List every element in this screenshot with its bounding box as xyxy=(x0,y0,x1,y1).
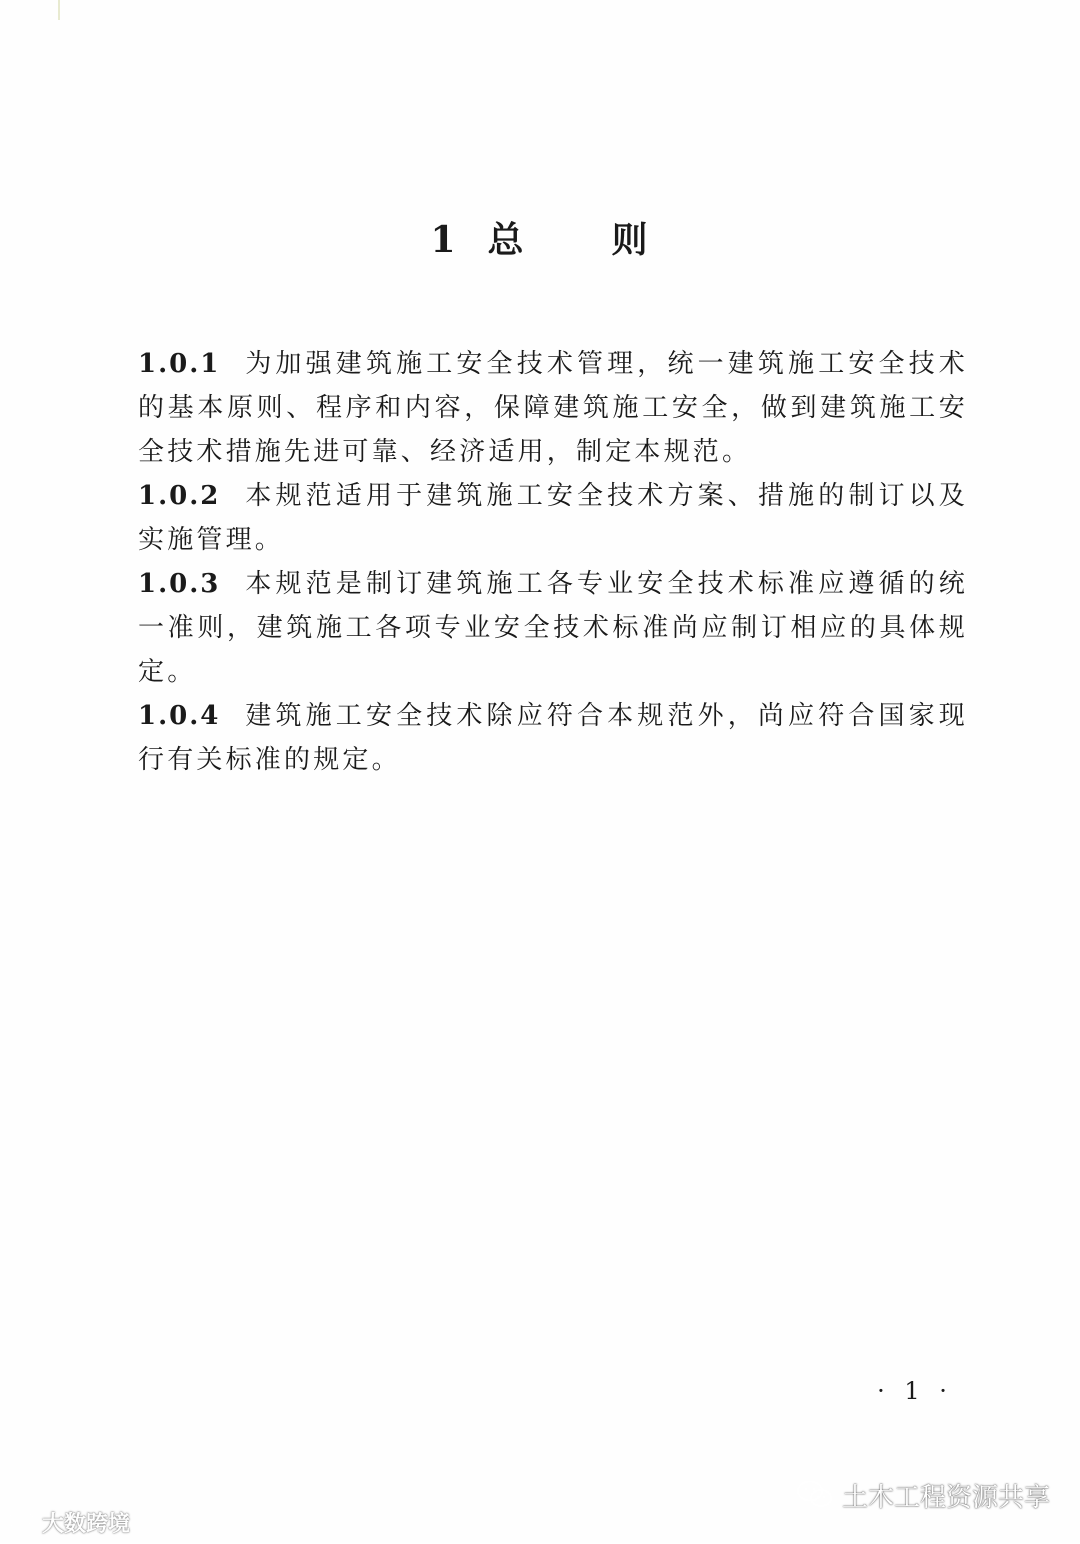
clause-1-0-1 xyxy=(138,342,968,474)
clause-text: 本规范是制订建筑施工各专业安全技术标准应遵循的统一准则，建筑施工各项专业安全技术标准尚应制订相应的具体规定。 xyxy=(138,569,968,687)
watermark-left-text: 大数跨境 xyxy=(42,1511,131,1537)
clause-number: 1.0.3 xyxy=(138,569,221,599)
clause-number: 1.0.4 xyxy=(138,701,221,731)
clause-1-0-4 xyxy=(138,694,968,782)
chapter-title-part2: 则 xyxy=(611,219,650,261)
chapter-number: 1 xyxy=(430,219,458,261)
chapter-body xyxy=(138,342,968,782)
chapter-title-part1: 总 xyxy=(487,219,526,261)
binding-mark xyxy=(58,0,60,20)
clause-1-0-3 xyxy=(138,562,968,694)
clause-text: 为加强建筑施工安全技术管理，统一建筑施工安全技术的基本原则、程序和内容，保障建筑施工安全，做到建筑施工安全技术措施先进可靠、经济适用，制定本规范。 xyxy=(138,349,968,467)
chapter-title xyxy=(0,212,1080,263)
clause-text: 建筑施工安全技术除应符合本规范外，尚应符合国家现行有关标准的规定。 xyxy=(138,701,968,775)
watermark-left xyxy=(8,1500,130,1544)
clause-text: 本规范适用于建筑施工安全技术方案、措施的制订以及实施管理。 xyxy=(138,481,968,555)
wechat-icon xyxy=(796,1479,834,1511)
clause-number: 1.0.1 xyxy=(138,349,221,379)
clause-number: 1.0.2 xyxy=(138,481,221,511)
clause-1-0-2 xyxy=(138,474,968,562)
watermark-right xyxy=(796,1473,1050,1517)
speech-bubble-icon xyxy=(8,1509,38,1535)
watermark-right-text: 土木工程资源共享 xyxy=(841,1482,1050,1513)
page-number: · 1 · xyxy=(877,1377,953,1405)
